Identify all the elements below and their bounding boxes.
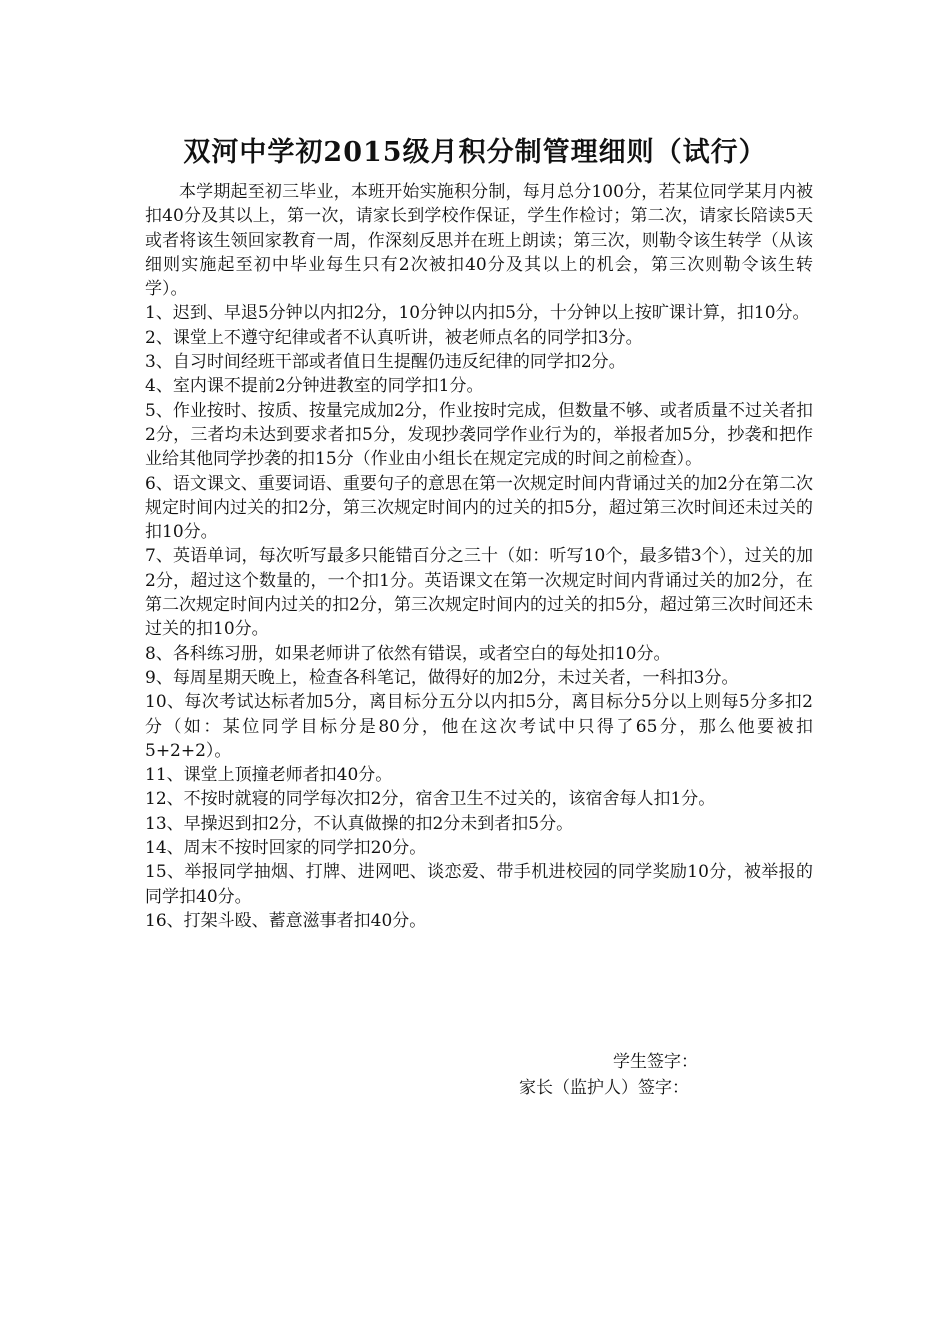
- rule-item-13: 13、早操迟到扣2分，不认真做操的扣2分未到者扣5分。: [145, 813, 574, 834]
- rule-item-2: 2、课堂上不遵守纪律或者不认真听讲，被老师点名的同学扣3分。: [145, 327, 643, 348]
- rule-item-4: 4、室内课不提前2分钟进教室的同学扣1分。: [145, 376, 484, 397]
- document-body: [145, 180, 813, 933]
- rule-item-11: 11、课堂上顶撞老师者扣40分。: [145, 765, 393, 786]
- parent-signature-label: 家长（监护人）签字：: [519, 1078, 689, 1098]
- rule-item-14: 14、周末不按时回家的同学扣20分。: [145, 838, 427, 859]
- student-signature-label: 学生签字：: [613, 1052, 698, 1072]
- rule-item-5: 5、作业按时、按质、按量完成加2分，作业按时完成，但数量不够、或者质量不过关者扣2分，三者均未达到要求者扣5分，发现抄袭同学作业行为的，举报者加5分，抄袭和把作业给其他同学抄袭的扣15分（作业由小组长在规定完成的时间之前检查）。: [145, 400, 813, 470]
- rule-item-15: 15、举报同学抽烟、打牌、进网吧、谈恋爱、带手机进校园的同学奖励10分，被举报的同学扣40分。: [145, 862, 813, 907]
- rule-item-16: 16、打架斗殴、蓄意滋事者扣40分。: [145, 910, 427, 931]
- rule-item-10: 10、每次考试达标者加5分，离目标分五分以内扣5分，离目标分5分以上则每5分多扣2分（如：某位同学目标分是80分，他在这次考试中只得了65分，那么他要被扣5+2+2）。: [145, 692, 813, 761]
- rule-item-12: 12、不按时就寝的同学每次扣2分，宿舍卫生不过关的，该宿舍每人扣1分。: [145, 789, 716, 810]
- rule-item-9: 9、每周星期天晚上，检查各科笔记，做得好的加2分，未过关者，一科扣3分。: [145, 667, 739, 688]
- document-title: 双河中学初2015级月积分制管理细则（试行）: [183, 137, 767, 168]
- intro-paragraph: 本学期起至初三毕业，本班开始实施积分制，每月总分100分，若某位同学某月内被扣40分及其以上，第一次，请家长到学校作保证，学生作检讨；第二次，请家长陪读5天或者将该生领回家教育一周，作深刻反思并在班上朗读；第三次，则勒令该生转学（从该细则实施起至初中毕业每生只有2次被扣40分及其以上的机会，第三次则勒令该生转学）。: [145, 182, 813, 300]
- rule-item-1: 1、迟到、早退5分钟以内扣2分，10分钟以内扣5分，十分钟以上按旷课计算，扣10分。: [145, 303, 810, 324]
- rule-item-8: 8、各科练习册，如果老师讲了依然有错误，或者空白的每处扣10分。: [145, 643, 671, 664]
- rule-item-7: 7、英语单词，每次听写最多只能错百分之三十（如：听写10个，最多错3个），过关的加2分，超过这个数量的，一个扣1分。英语课文在第一次规定时间内背诵过关的加2分，在第二次规定时间内过关的扣2分，第三次规定时间内的过关的扣5分，超过第三次时间还未过关的扣10分。: [145, 546, 813, 640]
- rule-item-6: 6、语文课文、重要词语、重要句子的意思在第一次规定时间内背诵过关的加2分在第二次规定时间内过关的扣2分，第三次规定时间内的过关的扣5分，超过第三次时间还未过关的扣10分。: [145, 473, 813, 543]
- rule-item-3: 3、自习时间经班干部或者值日生提醒仍违反纪律的同学扣2分。: [145, 352, 626, 373]
